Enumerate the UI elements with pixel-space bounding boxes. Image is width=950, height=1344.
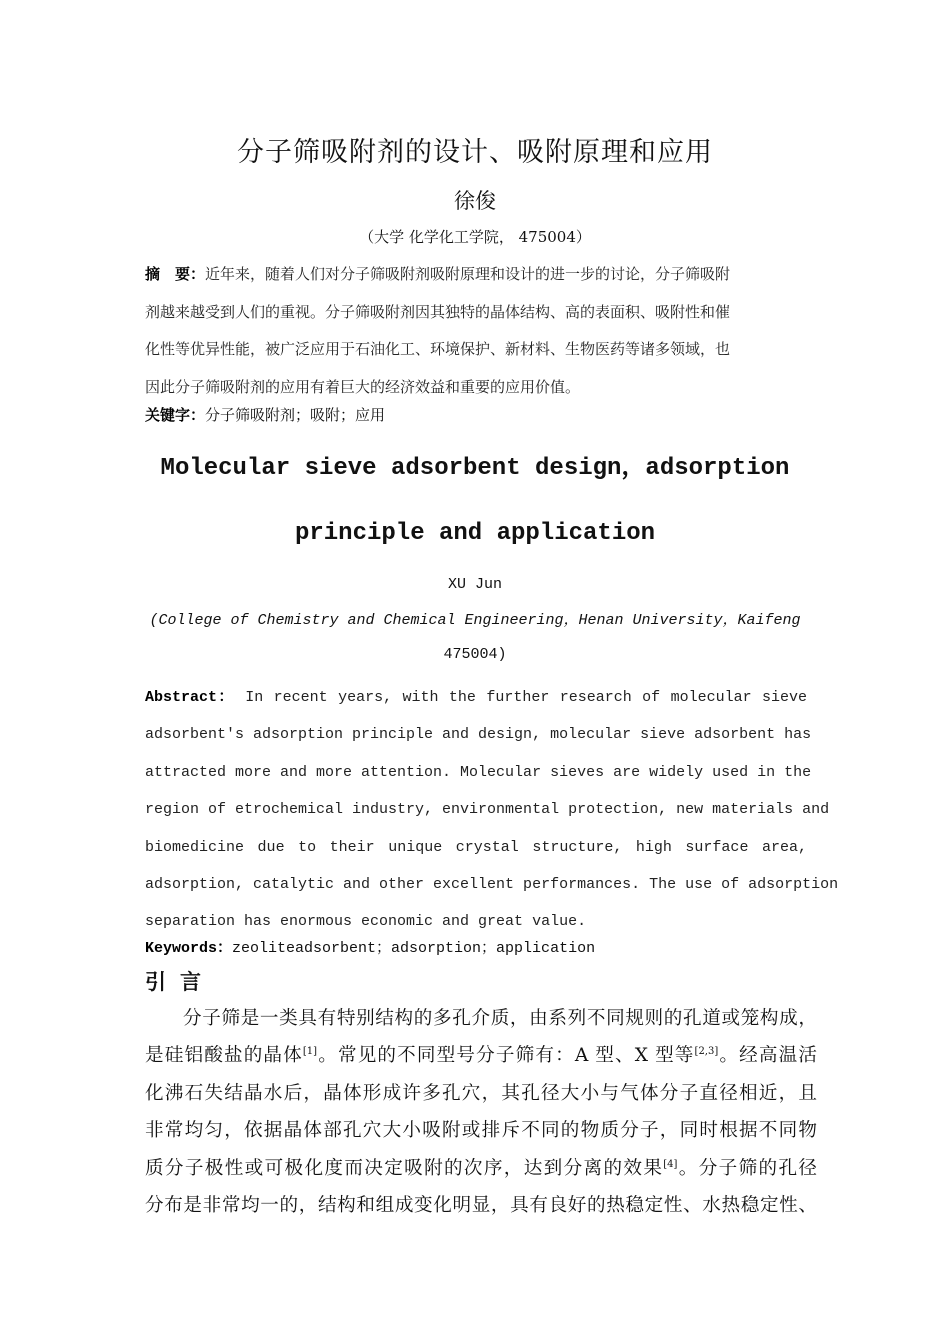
citation[interactable]: [2,3] <box>694 1046 719 1058</box>
chinese-author: 徐俊 <box>454 189 496 213</box>
english-abstract-line: separation has enormous economic and great value. <box>145 913 587 931</box>
introduction-text: 质分子极性或可极化度而决定吸附的次序，达到分离的效果 <box>145 1157 664 1179</box>
introduction-line: 分子筛是一类具有特别结构的多孔介质，由系列不同规则的孔道或笼构成， <box>183 1008 817 1029</box>
chinese-abstract-line: 因此分子筛吸附剂的应用有着巨大的经济效益和重要的应用价值。 <box>145 377 581 396</box>
introduction-text: 。经高温活 <box>718 1045 817 1067</box>
citation[interactable]: [1] <box>302 1046 318 1058</box>
introduction-line: 非常均匀，依据晶体部孔穴大小吸附或排斥不同的物质分子，同时根据不同物 <box>145 1120 817 1142</box>
english-abstract-line: biomedicine due to their unique crystal structure, high surface area, <box>145 838 807 856</box>
english-abstract-line: adsorbent's adsorption principle and design, molecular sieve adsorbent has <box>145 726 812 744</box>
english-abstract-line: attracted more and more attention. Molecular sieves are widely used in the <box>145 763 812 781</box>
english-abstract-line: adsorption, catalytic and other excellent performances. The use of adsorption <box>145 875 839 893</box>
chinese-abstract <box>145 256 810 406</box>
introduction-text: 是硅铝酸盐的晶体 <box>145 1045 303 1067</box>
chinese-abstract-line: 近年来，随着人们对分子筛吸附剂吸附原理和设计的进一步的讨论，分子筛吸附 <box>205 265 731 283</box>
introduction-paragraph <box>145 1000 817 1224</box>
chinese-keywords-text: 分子筛吸附剂；吸附；应用 <box>205 406 386 424</box>
english-abstract-label: Abstract： <box>145 689 235 706</box>
introduction-text: 。常见的不同型号分子筛有：A 型、X 型等 <box>317 1045 695 1067</box>
english-abstract <box>145 679 839 941</box>
chinese-abstract-line: 化性等优异性能，被广泛应用于石油化工、环境保护、新材料、生物医药等诸多领域，也 <box>145 340 731 358</box>
english-title-line-1: Molecular sieve adsorbent design，adsorption <box>160 455 790 482</box>
chinese-affiliation: （大学 化学化工学院， 475004） <box>359 228 591 246</box>
english-zip: 475004) <box>443 646 507 663</box>
chinese-title: 分子筛吸附剂的设计、吸附原理和应用 <box>237 137 713 168</box>
introduction-line <box>145 1037 817 1074</box>
english-abstract-line: region of etrochemical industry, environmental protection, new materials and <box>145 801 830 819</box>
english-title-line-2: principle and application <box>294 520 656 547</box>
introduction-line <box>145 1150 817 1187</box>
citation[interactable]: [4] <box>663 1158 678 1170</box>
english-keywords-label: Keywords： <box>145 940 233 957</box>
chinese-abstract-label: 摘 要： <box>145 265 206 283</box>
english-keywords <box>145 936 810 957</box>
english-author: XU Jun <box>447 576 502 593</box>
introduction-line: 分布是非常均一的，结构和组成变化明显，具有良好的热稳定性、水热稳定性、 <box>145 1194 817 1216</box>
introduction-text: 。分子筛的孔径 <box>677 1157 817 1179</box>
english-abstract-text: In recent years, with the further research of molecular sieve <box>234 689 807 706</box>
chinese-keywords <box>145 404 810 425</box>
english-affiliation: (College of Chemistry and Chemical Engineering，Henan University，Kaifeng <box>149 612 801 629</box>
chinese-keywords-label: 关键字： <box>145 406 206 424</box>
introduction-heading: 引言 <box>145 969 215 994</box>
english-abstract-line <box>145 679 807 716</box>
introduction-line: 化沸石失结晶水后，晶体形成许多孔穴，其孔径大小与气体分子直径相近，且 <box>145 1082 817 1104</box>
chinese-abstract-line: 剂越来越受到人们的重视。分子筛吸附剂因其独特的晶体结构、高的表面积、吸附性和催 <box>145 302 731 321</box>
english-keywords-text: zeoliteadsorbent；adsorption；application <box>232 940 596 957</box>
